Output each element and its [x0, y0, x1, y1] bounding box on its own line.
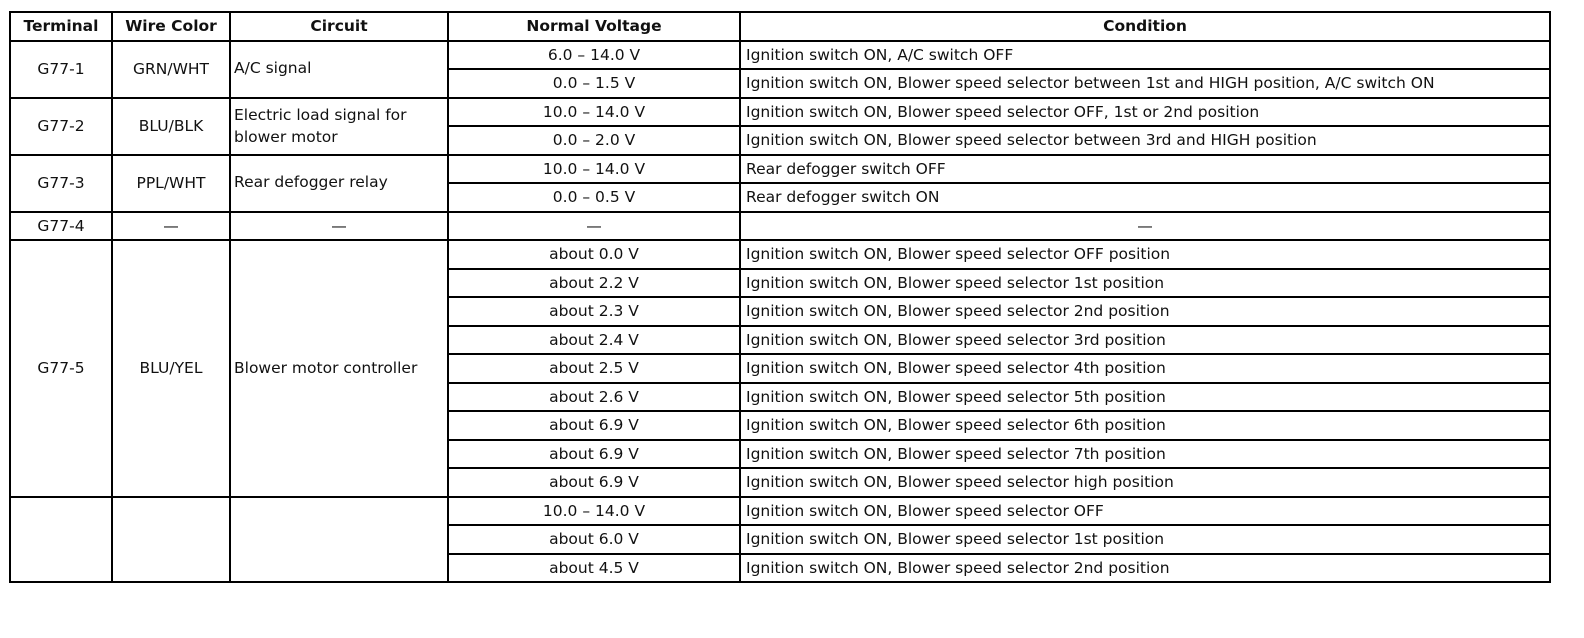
circuit-cell: Rear defogger relay	[230, 155, 448, 212]
voltage-cell: 0.0 – 0.5 V	[448, 183, 740, 212]
table-row	[10, 155, 1550, 184]
voltage-cell: —	[448, 212, 740, 241]
voltage-cell: about 2.2 V	[448, 269, 740, 298]
header-wire-color: Wire Color	[112, 12, 230, 41]
voltage-cell: about 2.4 V	[448, 326, 740, 355]
terminal-cell: G77-2	[10, 98, 112, 155]
terminal-cell: G77-5	[10, 240, 112, 497]
terminal-cell: G77-1	[10, 41, 112, 98]
header-row	[10, 12, 1550, 41]
voltage-cell: about 4.5 V	[448, 554, 740, 583]
condition-cell: Ignition switch ON, Blower speed selector between 3rd and HIGH position	[740, 126, 1550, 155]
terminal-cell	[10, 497, 112, 583]
circuit-cell: —	[230, 212, 448, 241]
wire-color-cell: GRN/WHT	[112, 41, 230, 98]
table-row	[10, 212, 1550, 241]
condition-cell: Rear defogger switch ON	[740, 183, 1550, 212]
condition-cell: Ignition switch ON, Blower speed selector 2nd position	[740, 554, 1550, 583]
wire-color-cell: BLU/BLK	[112, 98, 230, 155]
circuit-cell: Blower motor controller	[230, 240, 448, 497]
table-row	[10, 41, 1550, 70]
condition-cell: Ignition switch ON, A/C switch OFF	[740, 41, 1550, 70]
voltage-cell: 10.0 – 14.0 V	[448, 155, 740, 184]
condition-cell: Ignition switch ON, Blower speed selector 3rd position	[740, 326, 1550, 355]
condition-cell: Ignition switch ON, Blower speed selector 2nd position	[740, 297, 1550, 326]
table-row	[10, 497, 1550, 526]
condition-cell: Ignition switch ON, Blower speed selector 6th position	[740, 411, 1550, 440]
terminal-cell: G77-4	[10, 212, 112, 241]
header-condition: Condition	[740, 12, 1550, 41]
condition-cell: Ignition switch ON, Blower speed selector high position	[740, 468, 1550, 497]
voltage-cell: 10.0 – 14.0 V	[448, 98, 740, 127]
voltage-cell: 0.0 – 2.0 V	[448, 126, 740, 155]
condition-cell: Rear defogger switch OFF	[740, 155, 1550, 184]
voltage-cell: 0.0 – 1.5 V	[448, 69, 740, 98]
header-circuit: Circuit	[230, 12, 448, 41]
condition-cell: Ignition switch ON, Blower speed selector 1st position	[740, 525, 1550, 554]
circuit-cell	[230, 497, 448, 583]
condition-cell: Ignition switch ON, Blower speed selector 7th position	[740, 440, 1550, 469]
voltage-cell: about 2.5 V	[448, 354, 740, 383]
condition-cell: Ignition switch ON, Blower speed selector 4th position	[740, 354, 1550, 383]
table-row	[10, 240, 1550, 269]
header-terminal: Terminal	[10, 12, 112, 41]
wire-color-cell: PPL/WHT	[112, 155, 230, 212]
circuit-cell: Electric load signal for blower motor	[230, 98, 448, 155]
voltage-cell: about 6.0 V	[448, 525, 740, 554]
terminal-voltage-table	[9, 11, 1551, 583]
wire-color-cell: BLU/YEL	[112, 240, 230, 497]
voltage-cell: about 2.3 V	[448, 297, 740, 326]
header-normal-voltage: Normal Voltage	[448, 12, 740, 41]
voltage-cell: about 6.9 V	[448, 411, 740, 440]
condition-cell: —	[740, 212, 1550, 241]
voltage-cell: about 2.6 V	[448, 383, 740, 412]
terminal-cell: G77-3	[10, 155, 112, 212]
voltage-cell: about 6.9 V	[448, 440, 740, 469]
wire-color-cell	[112, 497, 230, 583]
condition-cell: Ignition switch ON, Blower speed selector 5th position	[740, 383, 1550, 412]
circuit-cell: A/C signal	[230, 41, 448, 98]
table-row	[10, 98, 1550, 127]
condition-cell: Ignition switch ON, Blower speed selector 1st position	[740, 269, 1550, 298]
voltage-cell: 10.0 – 14.0 V	[448, 497, 740, 526]
voltage-cell: about 6.9 V	[448, 468, 740, 497]
condition-cell: Ignition switch ON, Blower speed selector OFF, 1st or 2nd position	[740, 98, 1550, 127]
voltage-cell: 6.0 – 14.0 V	[448, 41, 740, 70]
condition-cell: Ignition switch ON, Blower speed selector OFF	[740, 497, 1550, 526]
condition-cell: Ignition switch ON, Blower speed selector OFF position	[740, 240, 1550, 269]
voltage-cell: about 0.0 V	[448, 240, 740, 269]
wire-color-cell: —	[112, 212, 230, 241]
condition-cell: Ignition switch ON, Blower speed selector between 1st and HIGH position, A/C switch ON	[740, 69, 1550, 98]
